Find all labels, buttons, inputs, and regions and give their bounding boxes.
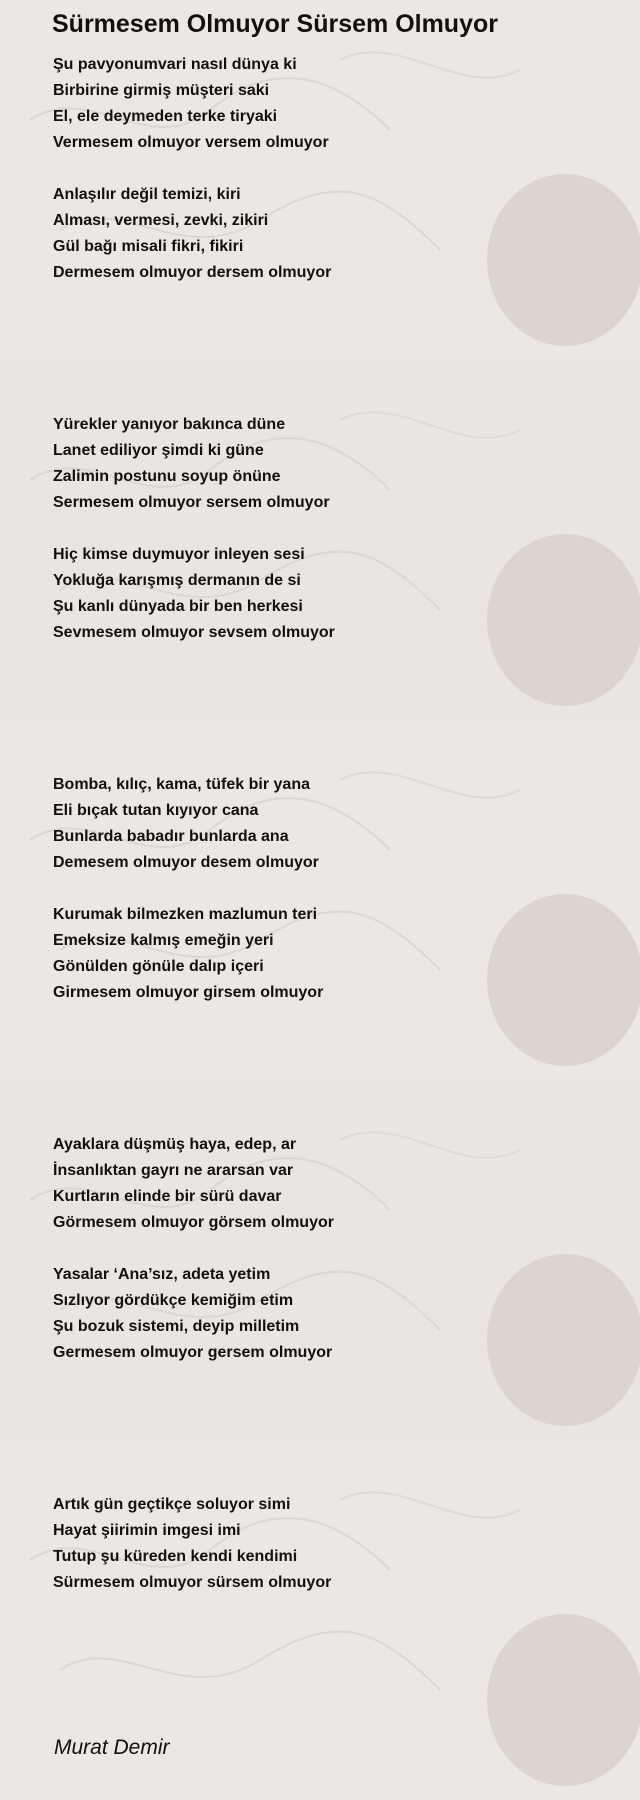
poem-line: Ayaklara düşmüş haya, edep, ar [53,1136,297,1153]
poem-line: Gönülden gönüle dalıp içeri [53,958,264,975]
poem-line: Sermesem olmuyor sersem olmuyor [53,494,330,511]
stanza [53,412,613,516]
poem-line: Hayat şiirimin imgesi imi [53,1522,241,1539]
stanza [53,1132,613,1236]
stanza [53,1262,613,1366]
stanza [53,772,613,876]
poem-line: Lanet ediliyor şimdi ki güne [53,442,264,459]
poem-title: Sürmesem Olmuyor Sürsem Olmuyor [52,10,498,38]
poem-line: Tutup şu küreden kendi kendimi [53,1548,298,1565]
poem-line: Bunlarda babadır bunlarda ana [53,828,289,845]
stanza [53,1492,613,1596]
poem-line: Gül bağı misali fikri, fikiri [53,238,244,255]
poem-line: El, ele deymeden terke tiryaki [53,108,278,125]
poem-line: Demesem olmuyor desem olmuyor [53,854,319,871]
poem-line: Zalimin postunu soyup önüne [53,468,281,485]
poem-line: Şu pavyonumvari nasıl dünya ki [53,56,297,73]
poem-line: Şu kanlı dünyada bir ben herkesi [53,598,303,615]
poem-line: Kurumak bilmezken mazlumun teri [53,906,318,923]
poem-line: Bomba, kılıç, kama, tüfek bir yana [53,776,310,793]
poem-line: İnsanlıktan gayrı ne ararsan var [53,1162,294,1179]
poem-line: Şu bozuk sistemi, deyip milletim [53,1318,300,1335]
poem-line: Hiç kimse duymuyor inleyen sesi [53,546,305,563]
poem-line: Alması, vermesi, zevki, zikiri [53,212,269,229]
poem-line: Yokluğa karışmış dermanın de si [53,572,301,589]
poem-line: Yürekler yanıyor bakınca düne [53,416,286,433]
poem-line: Germesem olmuyor gersem olmuyor [53,1344,333,1361]
poem-line: Birbirine girmiş müşteri saki [53,82,270,99]
poem-page-3 [53,772,613,1032]
poem-line: Girmesem olmuyor girsem olmuyor [53,984,324,1001]
poem-line: Eli bıçak tutan kıyıyor cana [53,802,259,819]
poem-line: Dermesem olmuyor dersem olmuyor [53,264,332,281]
poem-line: Sevmesem olmuyor sevsem olmuyor [53,624,335,641]
poem-line: Anlaşılır değil temizi, kiri [53,186,241,203]
poem-page-4 [53,1132,613,1392]
poem-line: Sürmesem olmuyor sürsem olmuyor [53,1574,332,1591]
stanza [53,52,613,156]
poem-line: Yasalar ‘Ana’sız, adeta yetim [53,1266,271,1283]
poem-line: Emeksize kalmış emeğin yeri [53,932,274,949]
poem-page-2 [53,412,613,672]
poem-line: Artık gün geçtikçe soluyor simi [53,1496,291,1513]
poem-line: Vermesem olmuyor versem olmuyor [53,134,329,151]
poem-page-5 [53,1492,613,1622]
poem-line: Görmesem olmuyor görsem olmuyor [53,1214,334,1231]
poem-line: Sızlıyor gördükçe kemiğim etim [53,1292,294,1309]
poem-line: Kurtların elinde bir sürü davar [53,1188,282,1205]
poem-page-1 [53,52,613,312]
stanza [53,182,613,286]
poem-author: Murat Demir [54,1736,170,1759]
stanza [53,902,613,1006]
stanza [53,542,613,646]
